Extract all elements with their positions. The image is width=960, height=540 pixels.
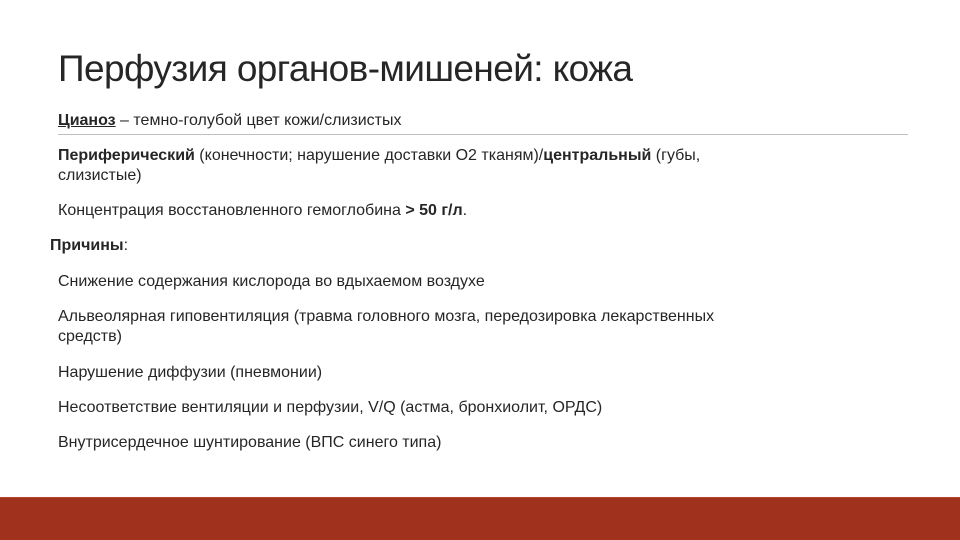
- central-text: (губы,: [651, 147, 701, 164]
- cause-item: Снижение содержания кислорода во вдыхаемом воздухе: [58, 273, 485, 290]
- cyanosis-definition: – темно-голубой цвет кожи/слизистых: [115, 112, 402, 129]
- causes-heading-line: [50, 236, 128, 256]
- peripheral-line: [58, 146, 700, 166]
- peripheral-line-continued: слизистые): [58, 167, 142, 184]
- divider: [58, 134, 908, 135]
- cyanosis-term: Цианоз: [58, 112, 116, 129]
- peripheral-term: Периферический: [58, 147, 195, 164]
- causes-heading: Причины: [50, 237, 124, 254]
- slide-title: Перфузия органов-мишеней: кожа: [58, 48, 633, 89]
- cause-item-continued: средств): [58, 328, 122, 345]
- causes-colon: :: [123, 237, 129, 254]
- central-term: центральный: [543, 147, 652, 164]
- concentration-text: Концентрация восстановленного гемоглобина: [58, 202, 406, 219]
- concentration-value: > 50 г/л: [405, 202, 463, 219]
- peripheral-text: (конечности; нарушение доставки О2 тканям)/: [194, 147, 544, 164]
- concentration-line: [58, 201, 467, 221]
- cause-item: Альвеолярная гиповентиляция (травма головного мозга, передозировка лекарственных: [58, 308, 715, 325]
- cyanosis-line: [58, 111, 401, 131]
- cause-item: Несоответствие вентиляции и перфузии, V/Q (астма, бронхиолит, ОРДС): [58, 399, 603, 416]
- footer-accent-bar: [0, 498, 960, 540]
- concentration-end: .: [462, 202, 468, 219]
- cause-item: Внутрисердечное шунтирование (ВПС синего типа): [58, 434, 442, 451]
- cause-item: Нарушение диффузии (пневмонии): [58, 364, 323, 381]
